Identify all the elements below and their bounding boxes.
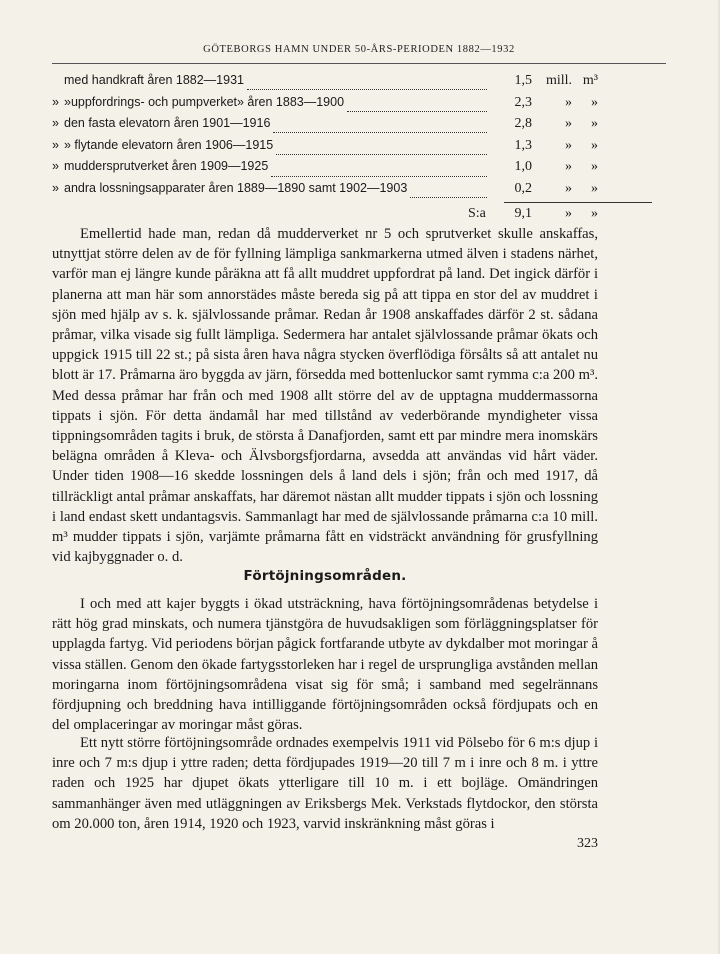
- dot-leader: [271, 164, 487, 177]
- stat-unit: » »: [565, 116, 598, 132]
- stat-unit: » »: [565, 159, 598, 175]
- stat-unit: » »: [565, 180, 598, 196]
- stat-row: [52, 113, 598, 135]
- ditto-mark: »: [52, 159, 59, 174]
- dredging-statistics: [52, 70, 598, 225]
- stat-unit: » »: [565, 94, 598, 110]
- dot-leader: [276, 142, 487, 155]
- sum-unit: » »: [565, 205, 598, 221]
- stat-label: andra lossningsapparater åren 1889—1890 samt 1902—1903: [64, 180, 408, 195]
- sum-value: 9,1: [514, 205, 532, 221]
- stat-row: [52, 92, 598, 114]
- stat-row: [52, 156, 598, 178]
- header-rule: [52, 63, 666, 64]
- ditto-mark: »: [52, 94, 59, 109]
- paragraph-mooring-areas: I och med att kajer byggts i ökad utsträckning, hava förtöjningsområdenas betydelse i rätt hög grad minskats, och numera tjänstgöra de huvudsakligen som förläggningsplatser för upplagda fartyg. Vid periodens början pågick fortfarande utbyte av dykdalber mot moringar å vissa ställen. Genom den ökade fartygsstorleken har i regel de ursprungliga avstånden mellan moringarna inom förtöjningsområdena visat sig för små; i samband med segelrännans fördjupning och breddning hava intilliggande förtöjningsområden också fördjupats och en del omplaceringar av moringar måst göras.: [52, 596, 598, 734]
- stat-row: [52, 70, 598, 92]
- paragraph-dumping-barges: Emellertid hade man, redan då mudderverket nr 5 och sprutverket skulle anskaffas, utnyttjat större delen av de för fyllning lämpliga sankmarkerna utmed älven i stadens närhet, varför man ej längre kunde påräkna att få allt muddret uppfordrat på land. Det ingick därför i planerna att man här som annorstädes måste bereda sig på att tippa en stor del av muddret i sjön med hjälp av s. k. självlossande pråmar. Redan år 1908 anskaffades därför 2 st. sådana pråmar, vilka visade sig fullt lämpliga. Sedermera har antalet självlossande pråmar ökats och uppgick 1915 till 22 st.; på sista åren hava några stycken överflödiga försålts så att antalet nu blott är 17. Pråmarna äro byggda av järn, försedda med bottenluckor samt rymma c:a 200 m³. Med dessa pråmar har från och med 1908 allt större del av de upptagna muddermassorna tippats i sjön. För detta ändamål har med tillstånd av vederbörande myndigheter vissa tippningsområden tagits i bruk, de största å Danafjorden, samt ett par mindre mera inomskärs belägna områden å Kleva- och Älvsborgsfjordarna, avsedda att användas vid hårt väder. Under tiden 1908—16 skedde lossningen dels å land dels i sjön; från och med 1917, då tillräckligt antal pråmar anskaffats, har däremot nästan allt mudder tippats i sjön och lossning i land endast skett undantagsvis. Sammanlagt har med de självlossande pråmarna c:a 10 mill. m³ mudder tippats i sjön, varjämte pråmarna fått en vidsträckt användning för grusfyllning vid kajbyggnader o. d.: [52, 226, 598, 566]
- stat-row: [52, 135, 598, 157]
- dot-leader: [410, 185, 487, 198]
- stat-value: 1,5: [514, 73, 532, 88]
- dot-leader: [247, 77, 487, 90]
- paragraph-polsebo: Ett nytt större förtöjningsområde ordnades exempelvis 1911 vid Pölsebo för 6 m:s djup i inre och 7 m:s djup i yttre raden; detta fördjupades 1919—20 till 7 m i inre och 8 m. i yttre raden och 1925 har djupet ökats ytterligare till 10 m. i ett bojläge. Omändringen sammanhänger även med utläggningen av Eriksbergs Mek. Verkstads flytdockor, den största om 20.000 ton, åren 1914, 1920 och 1923, varvid inskränkning måst göras i: [52, 735, 598, 832]
- stat-unit: » »: [565, 137, 598, 153]
- stat-value: 1,3: [514, 137, 532, 153]
- stat-value: 2,3: [514, 94, 532, 110]
- running-head: GÖTEBORGS HAMN UNDER 50-ÅRS-PERIODEN 1882—1932: [203, 44, 515, 55]
- stat-label: muddersprutverket åren 1909—1925: [64, 159, 269, 174]
- section-heading: Förtöjningsområden.: [243, 568, 407, 584]
- stat-label: »uppfordrings- och pumpverket» åren 1883—1900: [64, 94, 345, 109]
- dot-leader: [347, 99, 487, 112]
- stat-value: 1,0: [514, 159, 532, 175]
- sum-label: S:a: [468, 205, 486, 221]
- stat-row: [52, 178, 598, 200]
- stat-label: » flytande elevatorn åren 1906—1915: [64, 137, 274, 152]
- ditto-mark: »: [52, 180, 59, 195]
- page-number: 323: [577, 836, 598, 851]
- stat-value: 0,2: [514, 180, 532, 196]
- ditto-mark: »: [52, 137, 59, 152]
- ditto-mark: »: [52, 116, 59, 131]
- stat-unit: mill. m³: [545, 73, 598, 88]
- sum-row: [52, 203, 598, 225]
- stat-label: med handkraft åren 1882—1931: [64, 73, 244, 87]
- stat-value: 2,8: [514, 116, 532, 132]
- dot-leader: [273, 120, 487, 133]
- stat-label: den fasta elevatorn åren 1901—1916: [64, 116, 271, 131]
